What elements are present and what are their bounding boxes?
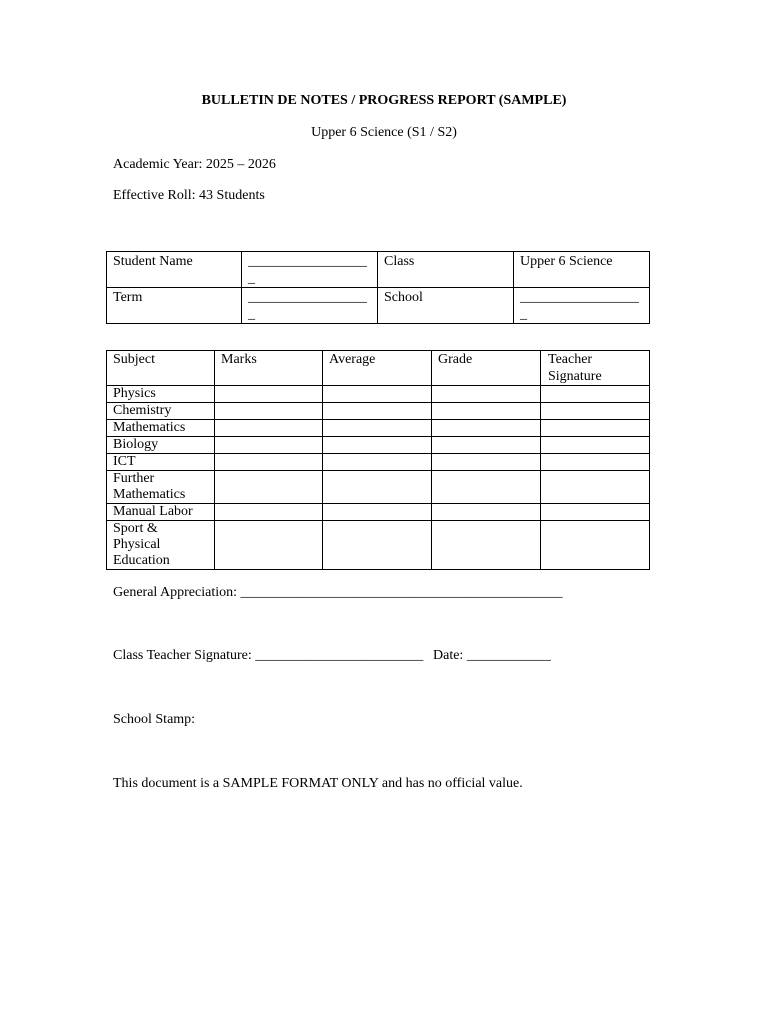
general-appreciation-line[interactable]: General Appreciation: ______________________________________________ xyxy=(113,585,563,600)
school-value[interactable]: __________________ xyxy=(514,288,650,324)
student-name-label: Student Name xyxy=(107,252,242,288)
header-subject: Subject xyxy=(107,351,215,386)
table-row xyxy=(107,521,650,570)
subject-name: Chemistry xyxy=(107,403,215,420)
school-stamp-label: School Stamp: xyxy=(113,712,196,727)
grade-cell[interactable] xyxy=(432,437,541,454)
marks-cell[interactable] xyxy=(215,420,323,437)
marks-cell[interactable] xyxy=(215,521,323,570)
teacher-signature-cell[interactable] xyxy=(541,471,650,504)
info-row-term xyxy=(107,288,650,324)
grade-cell[interactable] xyxy=(432,420,541,437)
class-label: Class xyxy=(378,252,514,288)
grade-cell[interactable] xyxy=(432,454,541,471)
average-cell[interactable] xyxy=(323,386,432,403)
header-average: Average xyxy=(323,351,432,386)
subject-name: Biology xyxy=(107,437,215,454)
grade-cell[interactable] xyxy=(432,471,541,504)
school-label: School xyxy=(378,288,514,324)
teacher-signature-cell[interactable] xyxy=(541,454,650,471)
grade-cell[interactable] xyxy=(432,403,541,420)
header-grade: Grade xyxy=(432,351,541,386)
effective-roll: Effective Roll: 43 Students xyxy=(113,188,265,203)
document-subtitle: Upper 6 Science (S1 / S2) xyxy=(311,125,457,140)
average-cell[interactable] xyxy=(323,437,432,454)
info-row-student xyxy=(107,252,650,288)
header-teacher-signature: Teacher Signature xyxy=(541,351,650,386)
class-teacher-signature-line[interactable]: Class Teacher Signature: ________________________ xyxy=(113,648,424,663)
teacher-signature-cell[interactable] xyxy=(541,403,650,420)
teacher-signature-cell[interactable] xyxy=(541,386,650,403)
average-cell[interactable] xyxy=(323,521,432,570)
student-name-value[interactable]: __________________ xyxy=(242,252,378,288)
grades-table xyxy=(106,350,650,570)
disclaimer-text: This document is a SAMPLE FORMAT ONLY and has no official value. xyxy=(113,776,523,791)
table-row xyxy=(107,504,650,521)
average-cell[interactable] xyxy=(323,504,432,521)
average-cell[interactable] xyxy=(323,471,432,504)
academic-year: Academic Year: 2025 – 2026 xyxy=(113,157,276,172)
marks-cell[interactable] xyxy=(215,471,323,504)
average-cell[interactable] xyxy=(323,420,432,437)
subject-name: Sport & Physical Education xyxy=(107,521,215,570)
average-cell[interactable] xyxy=(323,454,432,471)
table-row xyxy=(107,420,650,437)
grade-cell[interactable] xyxy=(432,521,541,570)
document-title: BULLETIN DE NOTES / PROGRESS REPORT (SAMPLE) xyxy=(201,93,567,108)
teacher-signature-cell[interactable] xyxy=(541,437,650,454)
teacher-signature-cell[interactable] xyxy=(541,420,650,437)
table-row xyxy=(107,454,650,471)
grade-cell[interactable] xyxy=(432,386,541,403)
class-value: Upper 6 Science xyxy=(514,252,650,288)
student-info-table xyxy=(106,251,650,324)
date-line[interactable]: Date: ____________ xyxy=(433,648,551,663)
table-row xyxy=(107,386,650,403)
table-row xyxy=(107,471,650,504)
subject-name: Physics xyxy=(107,386,215,403)
teacher-signature-cell[interactable] xyxy=(541,521,650,570)
table-row xyxy=(107,403,650,420)
teacher-signature-cell[interactable] xyxy=(541,504,650,521)
table-row xyxy=(107,437,650,454)
term-label: Term xyxy=(107,288,242,324)
header-marks: Marks xyxy=(215,351,323,386)
marks-cell[interactable] xyxy=(215,403,323,420)
marks-cell[interactable] xyxy=(215,437,323,454)
marks-cell[interactable] xyxy=(215,386,323,403)
marks-cell[interactable] xyxy=(215,454,323,471)
subject-name: Mathematics xyxy=(107,420,215,437)
marks-cell[interactable] xyxy=(215,504,323,521)
subject-name: Further Mathematics xyxy=(107,471,215,504)
term-value[interactable]: __________________ xyxy=(242,288,378,324)
grade-cell[interactable] xyxy=(432,504,541,521)
subject-name: Manual Labor xyxy=(107,504,215,521)
average-cell[interactable] xyxy=(323,403,432,420)
subject-name: ICT xyxy=(107,454,215,471)
grades-header-row xyxy=(107,351,650,386)
